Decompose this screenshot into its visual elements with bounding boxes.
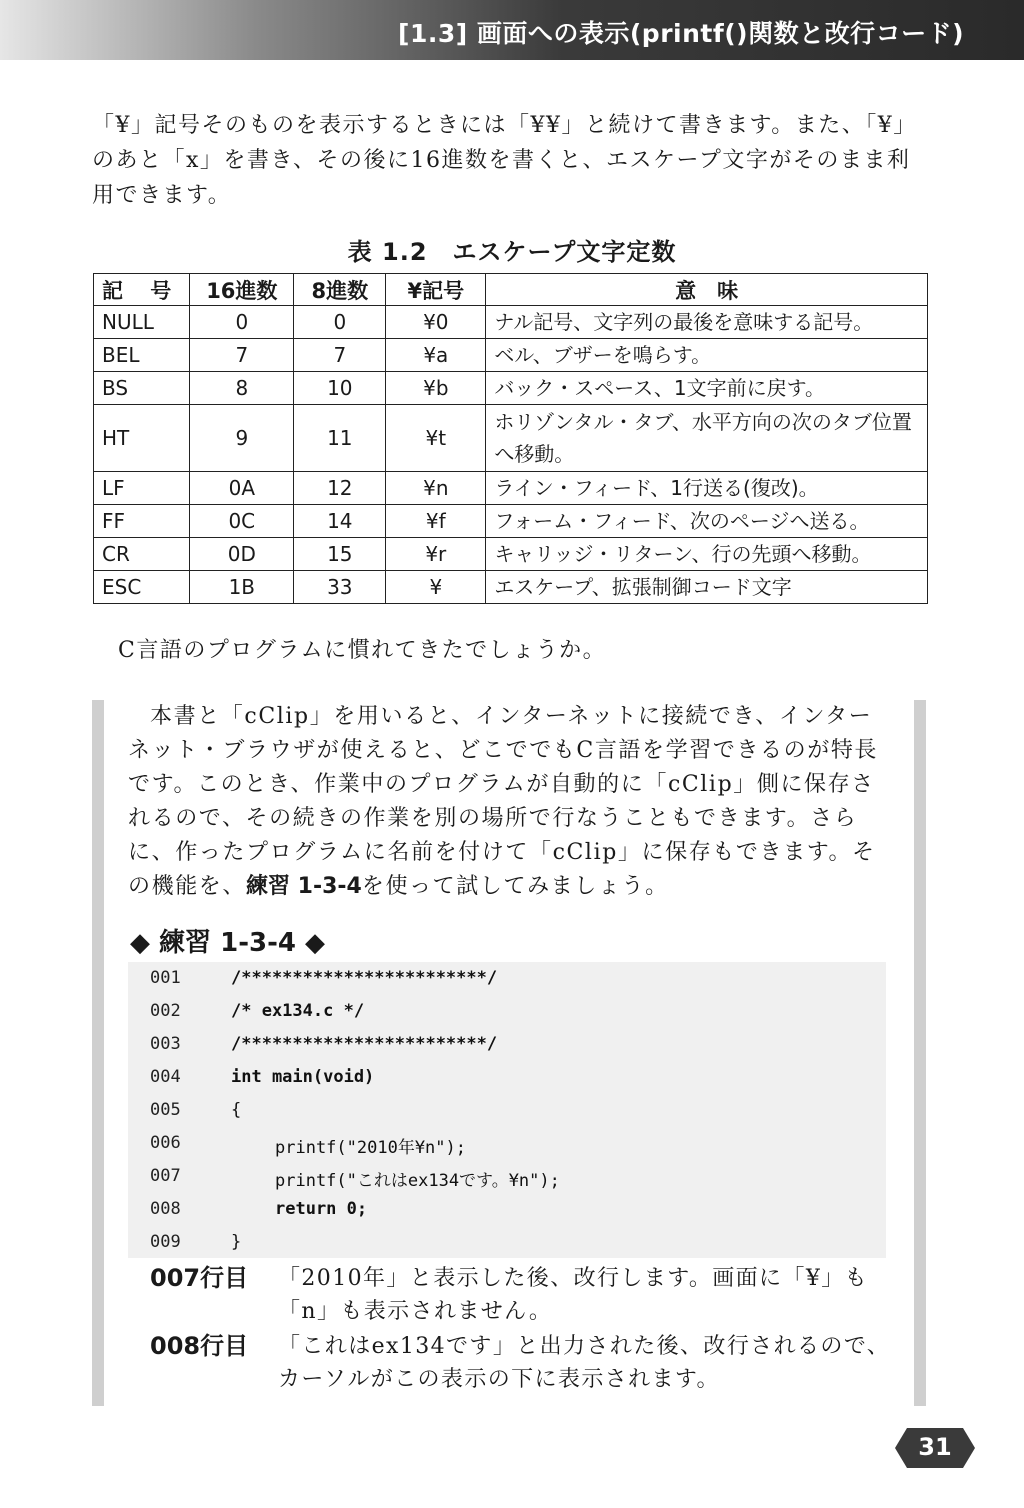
note-text: 「これはex134です」と出力された後、改行されるので、カーソルがこの表示の下に表示されます。 (278, 1334, 891, 1392)
cell-symbol: ESC (94, 571, 190, 604)
cell-meaning: ナル記号、文字列の最後を意味する記号。 (486, 306, 928, 339)
cell-meaning: ライン・フィード、1行送る(復改)。 (486, 472, 928, 505)
line-number: 006 (150, 1133, 181, 1153)
cell-octal: 7 (294, 339, 386, 372)
cell-octal: 0 (294, 306, 386, 339)
cell-symbol: CR (94, 538, 190, 571)
cell-symbol: LF (94, 472, 190, 505)
line-number: 008 (150, 1199, 181, 1219)
cell-hex: 0 (190, 306, 294, 339)
code-line (128, 1028, 886, 1061)
cell-escape: ¥0 (386, 306, 486, 339)
cell-escape: ¥n (386, 472, 486, 505)
cell-symbol: HT (94, 405, 190, 472)
cell-escape: ¥ (386, 571, 486, 604)
code-line (128, 1127, 886, 1160)
cell-escape: ¥a (386, 339, 486, 372)
line-number: 005 (150, 1100, 181, 1120)
cell-hex: 8 (190, 372, 294, 405)
cell-symbol: FF (94, 505, 190, 538)
cell-escape: ¥f (386, 505, 486, 538)
cell-symbol: BS (94, 372, 190, 405)
code-text: return 0; (275, 1199, 368, 1219)
table-row (94, 306, 928, 339)
box-right-border (914, 700, 926, 1406)
header-meaning: 意 味 (486, 274, 928, 306)
chapter-title: [1.3] 画面への表示(printf()関数と改行コード) (398, 19, 964, 48)
escape-character-table (93, 273, 928, 604)
note-text: 「2010年」と表示した後、改行します。画面に「¥」も「n」も表示されません。 (278, 1266, 869, 1324)
code-text: /************************/ (231, 968, 498, 988)
table-row (94, 339, 928, 372)
cell-meaning: エスケープ、拡張制御コード文字 (486, 571, 928, 604)
cell-meaning: バック・スペース、1文字前に戻す。 (486, 372, 928, 405)
code-line (128, 995, 886, 1028)
box-left-border (92, 700, 104, 1406)
cell-escape: ¥t (386, 405, 486, 472)
cell-octal: 14 (294, 505, 386, 538)
cell-meaning: ホリゾンタル・タブ、水平方向の次のタブ位置へ移動。 (486, 405, 928, 472)
table-row (94, 505, 928, 538)
code-line (128, 962, 886, 995)
cell-hex: 0D (190, 538, 294, 571)
exercise-heading: ◆ 練習 1-3-4 ◆ (130, 928, 326, 958)
cell-octal: 10 (294, 372, 386, 405)
line-number: 001 (150, 968, 181, 988)
code-text: /************************/ (231, 1034, 498, 1054)
code-line (128, 1193, 886, 1226)
cell-meaning: ベル、ブザーを鳴らす。 (486, 339, 928, 372)
header-octal: 8進数 (294, 274, 386, 306)
header-symbol: 記 号 (94, 274, 190, 306)
cell-octal: 15 (294, 538, 386, 571)
line-number: 004 (150, 1067, 181, 1087)
table-row (94, 538, 928, 571)
note-label: 007行目 (150, 1264, 249, 1292)
table-header-row (94, 274, 928, 306)
code-text: /* ex134.c */ (231, 1001, 365, 1021)
code-text: int main(void) (231, 1067, 375, 1087)
chapter-header-bar (0, 0, 1024, 60)
code-text: printf("これはex134です。¥n"); (275, 1171, 560, 1191)
note-label: 008行目 (150, 1332, 249, 1360)
table-row (94, 405, 928, 472)
code-listing (128, 962, 886, 1258)
exercise-reference: 練習 1-3-4 (246, 874, 362, 899)
intro-paragraph: 「¥」記号そのものを表示するときには「¥¥」と続けて書きます。また、「¥」のあと「x」を書き、その後に16進数を書くと、エスケープ文字がそのまま利用できます。 (92, 113, 917, 208)
code-text: } (231, 1232, 242, 1252)
line-number: 003 (150, 1034, 181, 1054)
cell-symbol: NULL (94, 306, 190, 339)
code-text: printf("2010年¥n"); (275, 1138, 466, 1158)
cell-octal: 11 (294, 405, 386, 472)
cell-escape: ¥r (386, 538, 486, 571)
paragraph-text: を使って試してみましょう。 (361, 874, 669, 899)
cell-hex: 1B (190, 571, 294, 604)
header-hex: 16進数 (190, 274, 294, 306)
cell-escape: ¥b (386, 372, 486, 405)
code-line (128, 1094, 886, 1127)
header-yen-symbol: ¥記号 (386, 274, 486, 306)
code-line (128, 1061, 886, 1094)
table-row (94, 372, 928, 405)
line-number: 002 (150, 1001, 181, 1021)
line-number: 007 (150, 1166, 181, 1186)
cell-hex: 9 (190, 405, 294, 472)
cell-octal: 12 (294, 472, 386, 505)
cell-octal: 33 (294, 571, 386, 604)
cell-symbol: BEL (94, 339, 190, 372)
cell-hex: 0C (190, 505, 294, 538)
table-row (94, 571, 928, 604)
cell-hex: 7 (190, 339, 294, 372)
page-number: 31 (918, 1433, 952, 1461)
code-text: { (231, 1100, 242, 1120)
exercise-intro-paragraph (128, 700, 894, 904)
cell-meaning: フォーム・フィード、次のページへ送る。 (486, 505, 928, 538)
line-number: 009 (150, 1232, 181, 1252)
cell-hex: 0A (190, 472, 294, 505)
cell-meaning: キャリッジ・リターン、行の先頭へ移動。 (486, 538, 928, 571)
paragraph-text: 本書と「cClip」を用いると、インターネットに接続でき、インターネット・ブラウザが使えると、どこででもC言語を学習できるのが特長です。このとき、作業中のプログラムが自動的に「cClip」側に保存されるので、その続きの作業を別の場所で行なうこともできます。さらに、作ったプログラムに名前を付けて「cClip」に保存もできます。その機能を、 (128, 704, 879, 899)
code-line (128, 1160, 886, 1193)
code-line (128, 1226, 886, 1259)
table-caption: 表 1.2 エスケープ文字定数 (347, 238, 677, 266)
table-row (94, 472, 928, 505)
transition-sentence: C言語のプログラムに慣れてきたでしょうか。 (118, 638, 607, 663)
